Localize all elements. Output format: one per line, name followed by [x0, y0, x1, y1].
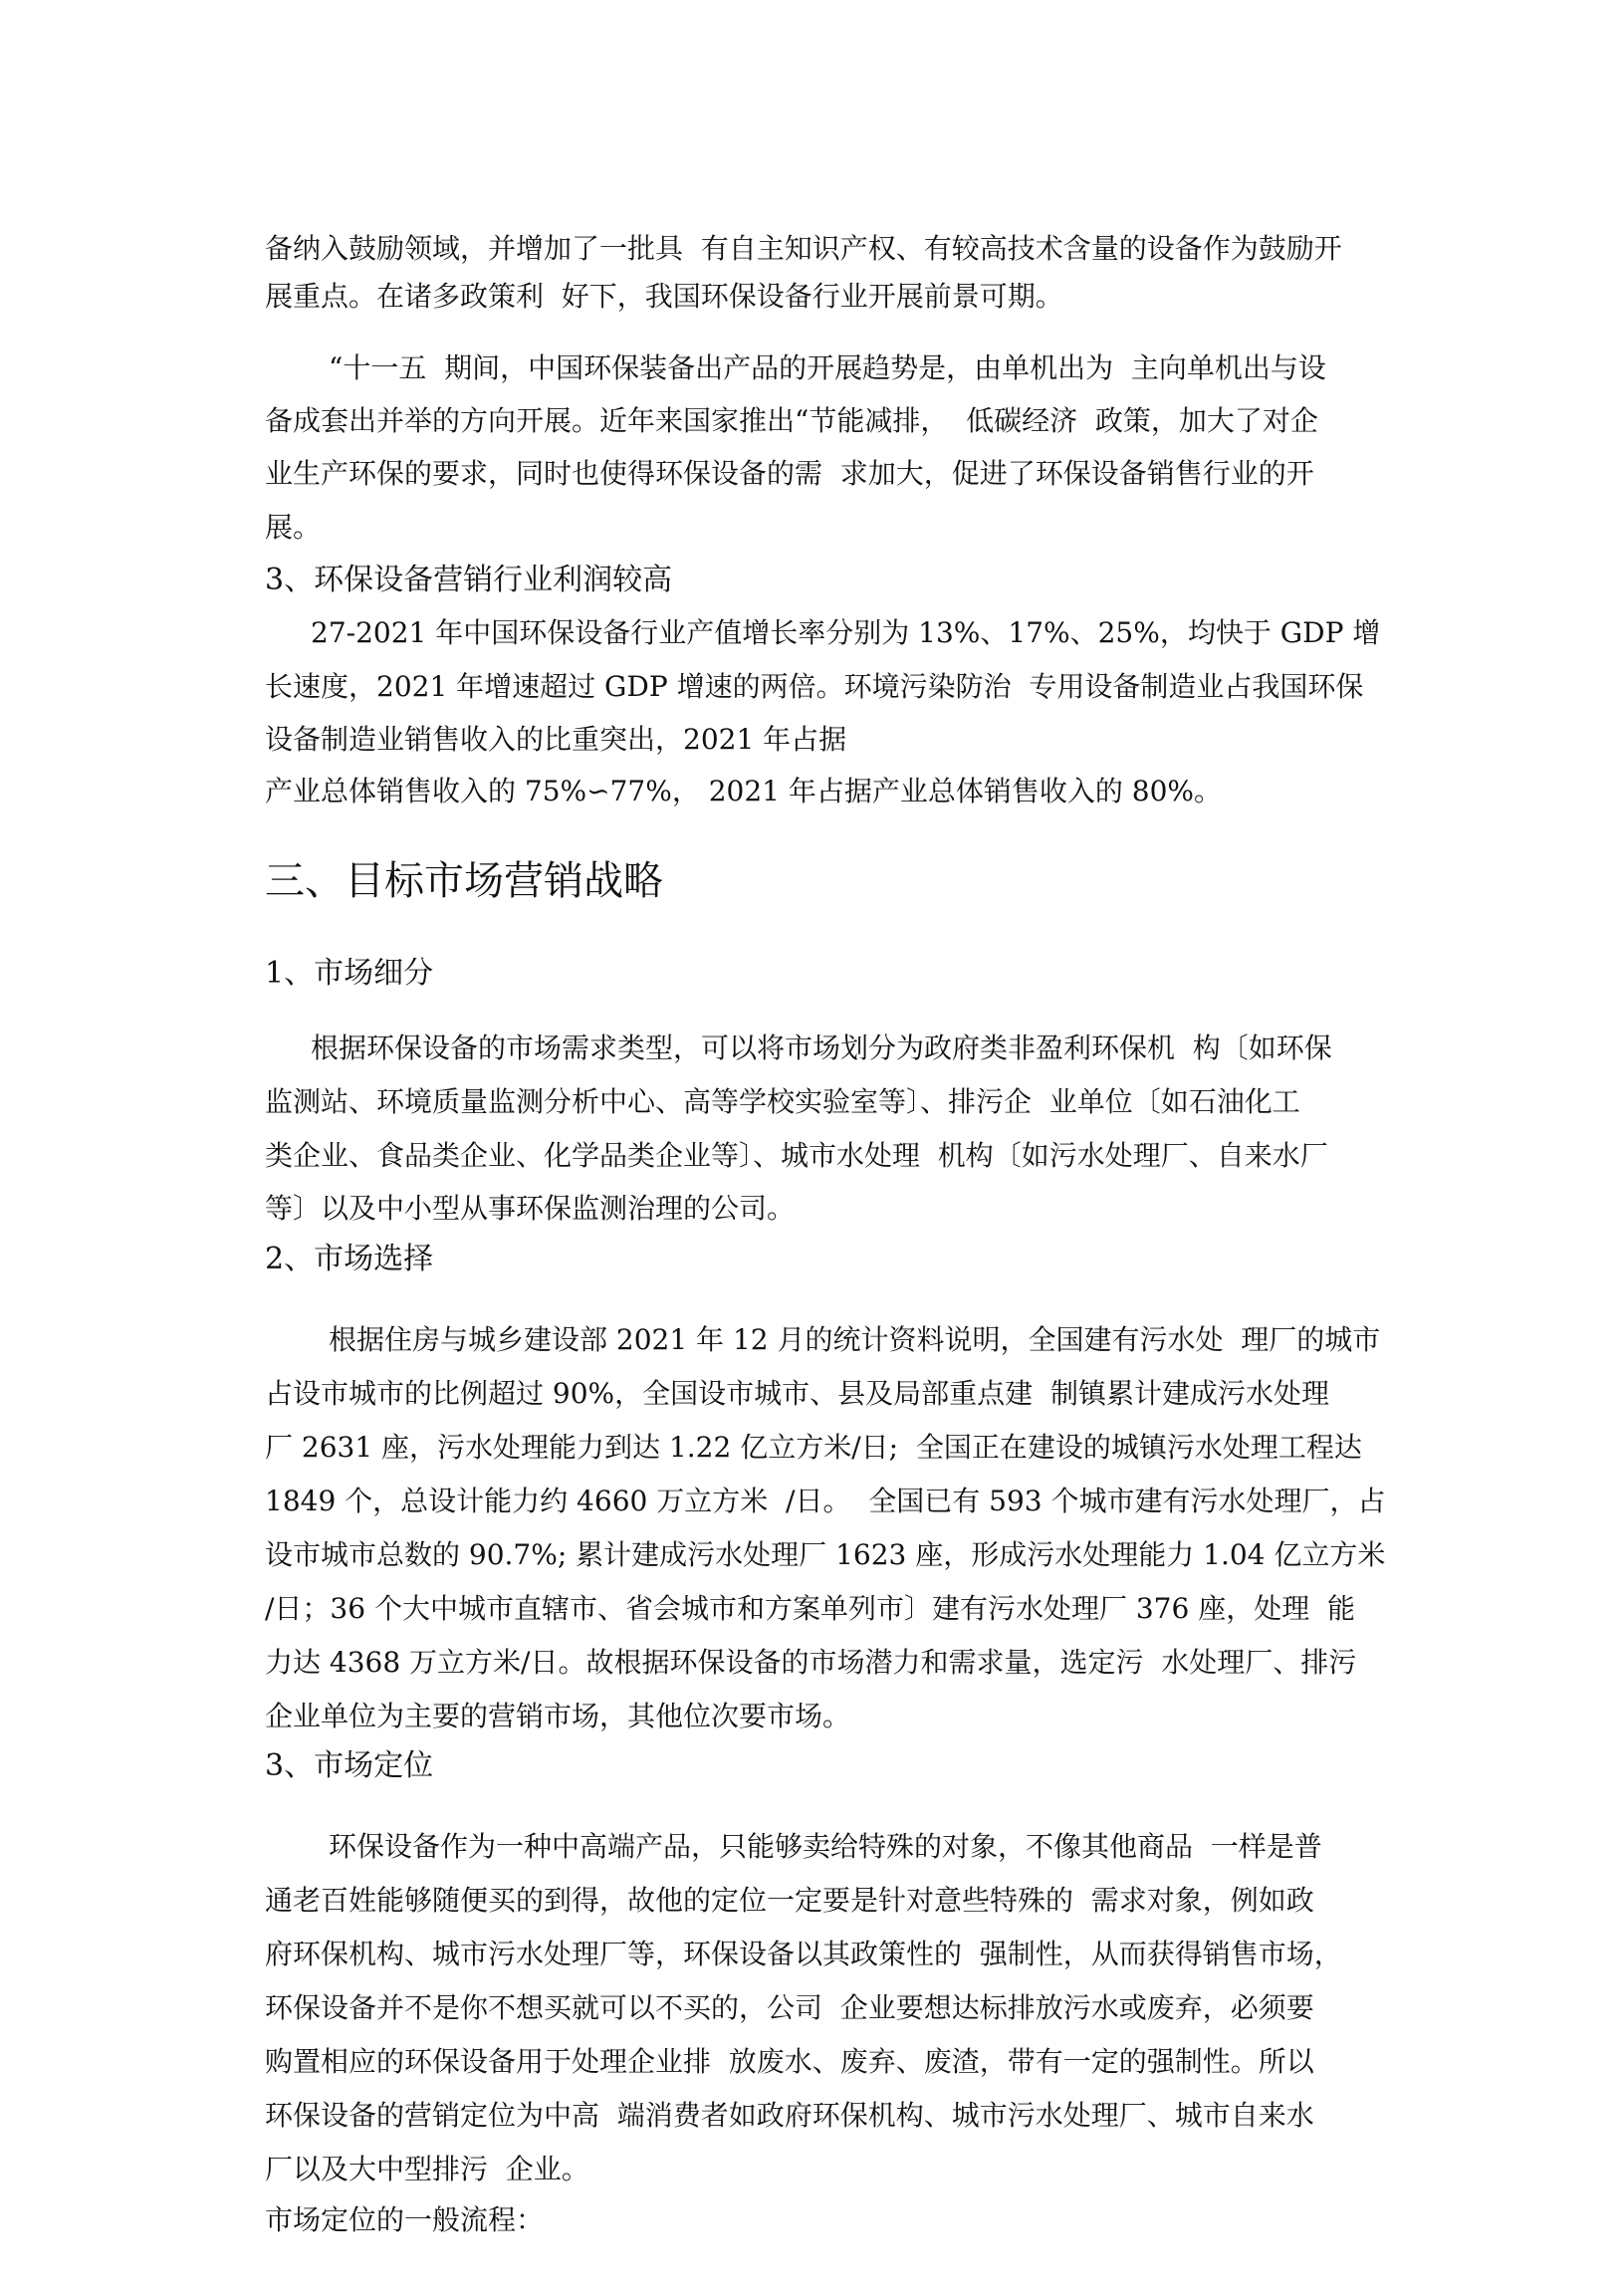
text-line: 1849 个，总设计能力约 4660 万立方米 /日。 全国已有 593 个城市建有污水处理厂，占	[265, 1485, 1386, 1517]
subsection-heading: 2、市场选择	[265, 1242, 434, 1276]
text-line: 占设市城市的比例超过 90%，全国设市城市、县及局部重点建 制镇累计建成污水处理	[265, 1377, 1329, 1410]
text-line: /日；36 个大中城市直辖市、省会城市和方案单列市〕建有污水处理厂 376 座，处理 能	[265, 1592, 1356, 1625]
text-line: 备纳入鼓励领域，并增加了一批具 有自主知识产权、有较高技术含量的设备作为鼓励开	[265, 232, 1342, 265]
text-line: 厂 2631 座，污水处理能力到达 1.22 亿立方米/日; 全国正在建设的城镇污水处理工程达	[265, 1431, 1362, 1464]
text-line: 等〕以及中小型从事环保监测治理的公司。	[265, 1192, 796, 1225]
text-line: 通老百姓能够随便买的到得，故他的定位一定要是针对意些特殊的 需求对象，例如政	[265, 1884, 1314, 1917]
subsection-heading: 3、市场定位	[265, 1748, 434, 1783]
text-line: 设备制造业销售收入的比重突出，2021 年占据	[265, 723, 847, 756]
text-line: 监测站、环境质量监测分析中心、高等学校实验室等〕、排污企 业单位〔如石油化工	[265, 1085, 1300, 1118]
text-line: 设市城市总数的 90.7%; 累计建成污水处理厂 1623 座，形成污水处理能力 1.04 亿立方米	[265, 1538, 1386, 1571]
text-line: 力达 4368 万立方米/日。故根据环保设备的市场潜力和需求量，选定污 水处理厂、排污	[265, 1646, 1357, 1679]
subsection-heading: 3、环保设备营销行业利润较高	[265, 563, 673, 597]
text-line: 展。	[265, 511, 322, 544]
text-line: 27-2021 年中国环保设备行业产值增长率分别为 13%、17%、25%，均快于 GDP 增	[311, 616, 1381, 649]
text-line: 府环保机构、城市污水处理厂等，环保设备以其政策性的 强制性，从而获得销售市场，	[265, 1938, 1342, 1970]
text-line: 备成套出并举的方向开展。近年来国家推出“节能减排， 低碳经济 政策，加大了对企	[265, 404, 1318, 437]
text-line: 市场定位的一般流程：	[265, 2203, 545, 2236]
text-line: 类企业、食品类企业、化学品类企业等〕、城市水处理 机构〔如污水处理厂、自来水厂	[265, 1139, 1328, 1172]
text-line: 购置相应的环保设备用于处理企业排 放废水、废弃、废渣，带有一定的强制性。所以	[265, 2045, 1314, 2078]
subsection-heading: 1、市场细分	[265, 956, 434, 991]
text-line: 根据住房与城乡建设部 2021 年 12 月的统计资料说明，全国建有污水处 理厂的城市	[329, 1323, 1381, 1356]
text-line: 环保设备的营销定位为中高 端消费者如政府环保机构、城市污水处理厂、城市自来水	[265, 2099, 1314, 2132]
text-line: 展重点。在诸多政策利 好下，我国环保设备行业开展前景可期。	[265, 280, 1063, 313]
text-line: 环保设备并不是你不想买就可以不买的，公司 企业要想达标排放污水或废弃，必须要	[265, 1991, 1314, 2024]
text-line: 根据环保设备的市场需求类型，可以将市场划分为政府类非盈利环保机 构〔如环保	[311, 1032, 1332, 1064]
section-title: 三、目标市场营销战略	[265, 858, 663, 904]
text-line: 产业总体销售收入的 75%∽77%， 2021 年占据产业总体销售收入的 80%。	[265, 775, 1223, 807]
text-line: 企业单位为主要的营销市场，其他位次要市场。	[265, 1700, 851, 1732]
text-line: “十一五 期间，中国环保装备出产品的开展趋势是，由单机出为 主向单机出与设	[329, 351, 1326, 384]
text-line: 业生产环保的要求，同时也使得环保设备的需 求加大，促进了环保设备销售行业的开	[265, 457, 1314, 490]
text-line: 长速度，2021 年增速超过 GDP 增速的两倍。环境污染防治 专用设备制造业占我国环保	[265, 670, 1364, 703]
text-line: 环保设备作为一种中高端产品，只能够卖给特殊的对象，不像其他商品 一样是普	[329, 1830, 1322, 1863]
text-line: 厂以及大中型排污 企业。	[265, 2153, 589, 2185]
